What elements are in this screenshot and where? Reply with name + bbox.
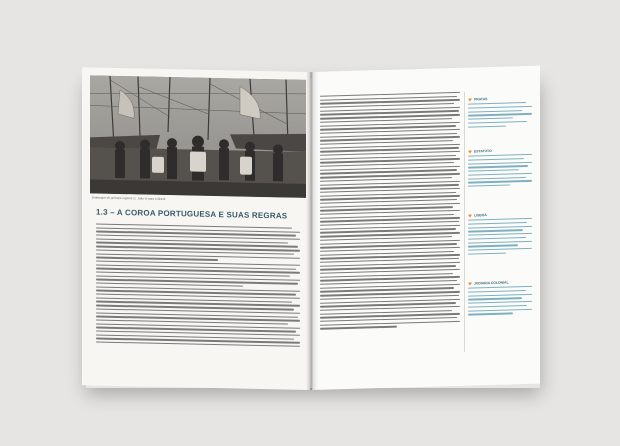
- triangle-marker-icon: [468, 98, 472, 101]
- historical-engraving-image: [90, 75, 306, 198]
- sidebar-box-title: ESTATUTO: [468, 148, 532, 154]
- sidebar-box-3: [468, 212, 532, 258]
- sidebar-divider: [464, 92, 465, 352]
- triangle-marker-icon: [468, 214, 472, 217]
- right-body-text: [320, 92, 460, 332]
- sidebar-box-1: [468, 96, 532, 130]
- open-magazine: [82, 72, 542, 390]
- left-page: [82, 67, 310, 390]
- left-body-text: [96, 224, 300, 350]
- sidebar-box-title: JUDIARIA COLONIAL: [468, 280, 532, 286]
- image-caption: Embarque do príncipe regente D. João VI para o Brasil.: [92, 195, 166, 201]
- sidebar-box-title: LISBOA: [468, 212, 532, 218]
- engraving-illustration: [90, 75, 306, 198]
- triangle-marker-icon: [468, 282, 472, 285]
- triangle-marker-icon: [468, 150, 472, 153]
- spine-gutter: [306, 72, 318, 390]
- right-page: [312, 66, 540, 390]
- sidebar-box-2: [468, 148, 532, 190]
- sidebar-box-4: [468, 280, 532, 318]
- sidebar-box-title: PRATAS: [468, 96, 532, 102]
- section-title: 1.3 – A COROA PORTUGUESA E SUAS REGRAS: [96, 207, 288, 221]
